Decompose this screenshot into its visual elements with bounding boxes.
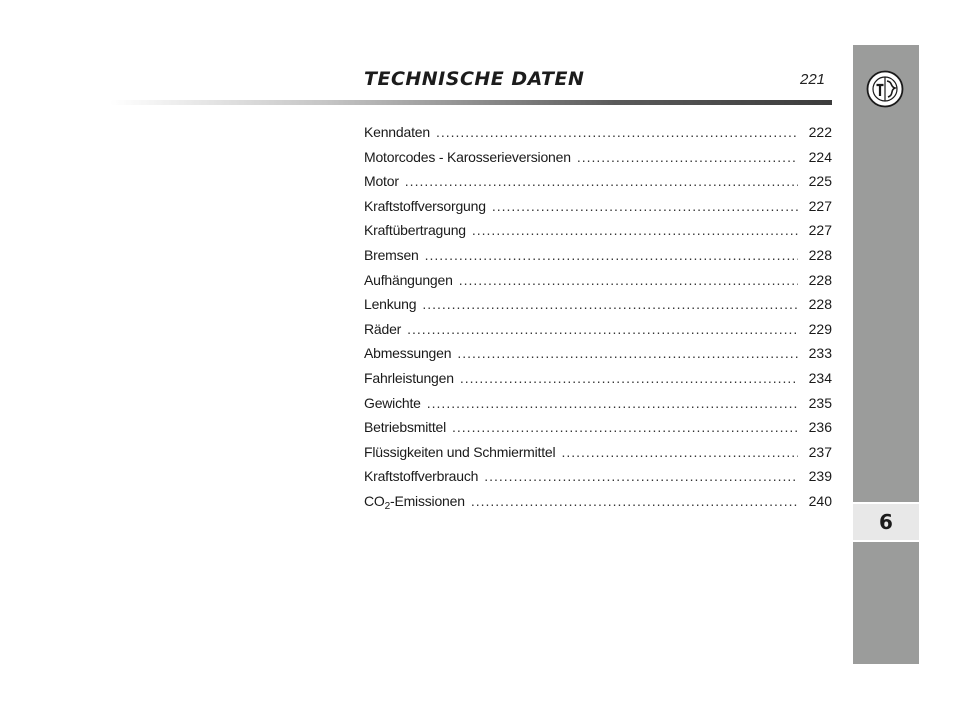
toc-entry-title: Lenkung <box>364 296 417 313</box>
toc-entry-kenndaten[interactable] <box>364 124 832 149</box>
toc-leader-dots <box>459 272 798 288</box>
alfa-romeo-emblem-icon <box>866 70 904 108</box>
toc-entry-title: Räder <box>364 320 402 337</box>
toc-entry-title: Gewichte <box>364 394 421 411</box>
toc-entry-title: Kenndaten <box>364 124 430 140</box>
toc-entry-title: Flüssigkeiten und Schmiermittel <box>364 443 556 460</box>
toc-entry-title: Betriebsmittel <box>364 419 447 436</box>
toc-entry-page: 239 <box>808 468 832 485</box>
toc-entry-page: 233 <box>808 345 832 362</box>
toc-entry-raeder[interactable] <box>364 321 832 346</box>
toc-entry-title: Kraftstoffverbrauch <box>364 468 479 485</box>
toc-entry-page: 225 <box>808 173 832 190</box>
toc-entry-title: Bremsen <box>364 246 419 263</box>
toc-entry-page: 227 <box>808 197 832 214</box>
toc-entry-title: Motorcodes - Karosserieversionen <box>364 148 571 165</box>
chapter-tab[interactable] <box>853 502 919 542</box>
toc-leader-dots <box>484 468 798 484</box>
toc-leader-dots <box>561 444 798 460</box>
toc-leader-dots <box>436 124 798 140</box>
toc-entry-page: 237 <box>808 443 832 460</box>
toc-leader-dots <box>577 149 798 165</box>
toc-leader-dots <box>472 222 798 238</box>
toc-entry-title: Kraftstoffversorgung <box>364 197 486 214</box>
toc-entry-lenkung[interactable] <box>364 296 832 321</box>
toc-title-subscript: 2 <box>384 500 390 512</box>
toc-leader-dots <box>471 493 798 509</box>
toc-entry-title: Motor <box>364 173 399 190</box>
toc-entry-kraftuebertragung[interactable] <box>364 222 832 247</box>
toc-leader-dots <box>492 198 798 214</box>
toc-leader-dots <box>457 345 798 361</box>
toc-entry-page: 228 <box>808 296 832 313</box>
toc-entry-page: 229 <box>808 320 832 337</box>
toc-entry-aufhaengungen[interactable] <box>364 272 832 297</box>
header-rule <box>110 100 832 105</box>
toc-leader-dots <box>407 321 798 337</box>
table-of-contents <box>364 124 832 518</box>
toc-entry-abmessungen[interactable] <box>364 345 832 370</box>
toc-entry-page: 224 <box>808 148 832 165</box>
toc-entry-motor[interactable] <box>364 173 832 198</box>
toc-leader-dots <box>452 419 798 435</box>
toc-entry-title: Fahrleistungen <box>364 369 454 386</box>
toc-entry-page: 222 <box>808 124 832 140</box>
toc-entry-page: 228 <box>808 271 832 288</box>
toc-entry-title <box>364 493 465 512</box>
toc-leader-dots <box>422 296 798 312</box>
toc-entry-gewichte[interactable] <box>364 395 832 420</box>
toc-entry-co2-emissionen[interactable] <box>364 493 832 518</box>
toc-entry-title: Aufhängungen <box>364 271 453 288</box>
toc-entry-motorcodes[interactable] <box>364 149 832 174</box>
toc-entry-betriebsmittel[interactable] <box>364 419 832 444</box>
toc-entry-page: 236 <box>808 419 832 436</box>
toc-entry-fluessigkeiten[interactable] <box>364 444 832 469</box>
toc-title-prefix: CO <box>364 492 385 509</box>
toc-entry-fahrleistungen[interactable] <box>364 370 832 395</box>
toc-entry-kraftstoffversorgung[interactable] <box>364 198 832 223</box>
toc-entry-page: 235 <box>808 394 832 411</box>
toc-leader-dots <box>427 395 798 411</box>
toc-leader-dots <box>460 370 798 386</box>
chapter-number: 6 <box>879 510 893 534</box>
toc-entry-title: Abmessungen <box>364 345 452 362</box>
toc-entry-page: 228 <box>808 246 832 263</box>
page-title: TECHNISCHE DATEN <box>364 68 585 90</box>
toc-entry-page: 227 <box>808 222 832 239</box>
toc-leader-dots <box>405 173 798 189</box>
toc-entry-title: Kraftübertragung <box>364 222 466 239</box>
toc-entry-page: 240 <box>808 492 832 509</box>
chapter-side-tab <box>853 45 919 664</box>
page-number: 221 <box>800 71 826 88</box>
toc-entry-kraftstoffverbrauch[interactable] <box>364 468 832 493</box>
toc-leader-dots <box>425 247 798 263</box>
toc-entry-page: 234 <box>808 369 832 386</box>
toc-title-suffix: -Emissionen <box>389 492 465 509</box>
toc-entry-bremsen[interactable] <box>364 247 832 272</box>
